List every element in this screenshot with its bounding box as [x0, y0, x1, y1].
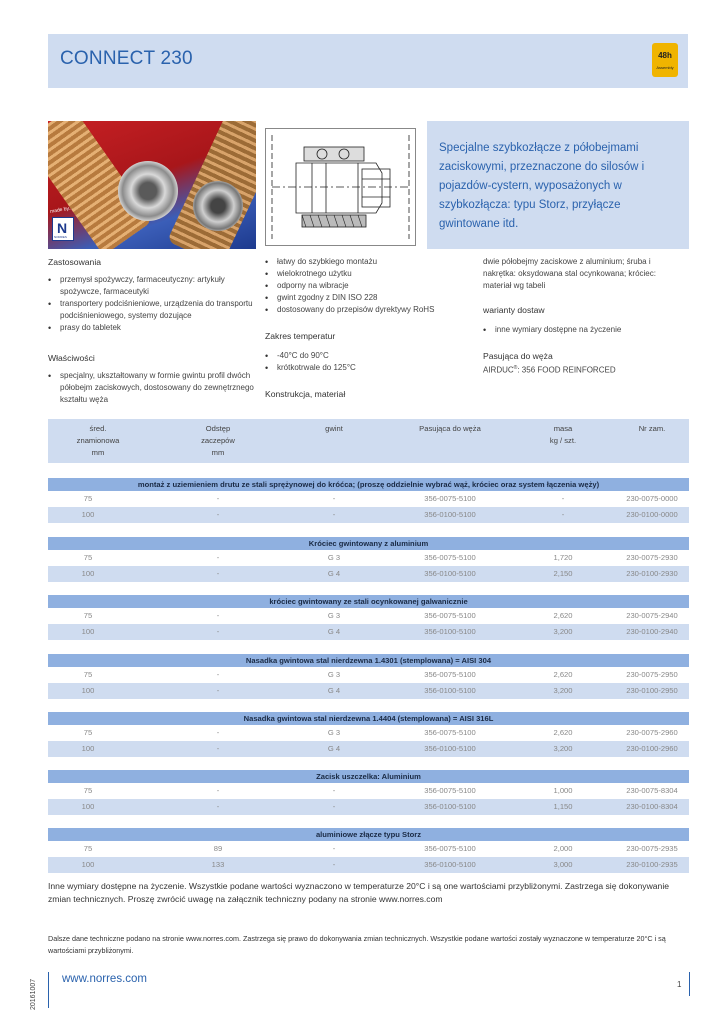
cell-hose: 356-0075-5100 [424, 728, 476, 737]
cell-diameter: 100 [81, 802, 95, 811]
header-diameter [58, 423, 138, 459]
wlasciwosci-heading: Właściwości [48, 353, 95, 363]
intro-box [427, 121, 689, 249]
group-title: montaż z uziemieniem drutu ze stali sprężynowej do króćca; (proszę oddzielnie wybrać wąż, króciec oraz system łączenia węży) [48, 478, 689, 491]
cell-order-no: 230-0100-2950 [626, 686, 678, 695]
coupling-drawing-icon [266, 129, 415, 245]
temp-list [265, 350, 475, 374]
cell-spacing: 89 [213, 844, 223, 853]
cell-diameter: 75 [83, 611, 93, 620]
list-item: • prasy do tabletek [48, 322, 258, 334]
cell-weight: 3,200 [553, 744, 573, 753]
cell-diameter: 75 [83, 553, 93, 562]
temp-heading: Zakres temperatur [265, 331, 336, 341]
cell-spacing: - [216, 686, 220, 695]
cell-hose: 356-0100-5100 [424, 686, 476, 695]
warianty-heading: warianty dostaw [483, 305, 545, 315]
footer-url[interactable]: www.norres.com [62, 973, 147, 985]
cell-spacing: - [216, 494, 220, 503]
list-item: • dostosowany do przepisów dyrektywy RoHS [265, 304, 475, 316]
intro-text: Specjalne szybkozłącze z półobejmami zaciskowymi, przeznaczone do silosów i pojazdów-cystern, wyposażonych w szybkozłącza: typu Storz, przyłącze gwintowane itd. [439, 142, 645, 230]
header-text: mm [211, 448, 225, 457]
wlasciwosci-list [48, 370, 258, 406]
cell-hose: 356-0075-5100 [424, 844, 476, 853]
cell-hose: 356-0100-5100 [424, 569, 476, 578]
cell-spacing: - [216, 786, 220, 795]
list-item: • przemysł spożywczy, farmaceutyczny: artykuły spożywcze, farmaceutyki [48, 274, 258, 298]
konstrukcja-heading: Konstrukcja, materiał [265, 389, 346, 399]
group-title: Nasadka gwintowa stal nierdzewna 1.4404 (stemplowana) = AISI 316L [48, 712, 689, 725]
cell-diameter: 100 [81, 510, 95, 519]
cell-spacing: - [216, 802, 220, 811]
table-row [48, 857, 689, 873]
group-title: Króciec gwintowany z aluminium [48, 537, 689, 550]
cell-weight: 3,200 [553, 627, 573, 636]
cell-order-no: 230-0075-2950 [626, 670, 678, 679]
cell-order-no: 230-0100-2930 [626, 569, 678, 578]
header-text: śred. [89, 424, 107, 433]
logo-text: NORRES [54, 235, 67, 239]
cell-spacing: - [216, 744, 220, 753]
cell-diameter: 75 [83, 844, 93, 853]
cell-thread: G 3 [327, 553, 341, 562]
header-text: kg / szt. [549, 436, 577, 445]
cell-diameter: 75 [83, 728, 93, 737]
group-title: Nasadka gwintowa stal nierdzewna 1.4301 (stemplowana) = AISI 304 [48, 654, 689, 667]
cell-weight: 2,150 [553, 569, 573, 578]
footer-divider [689, 972, 690, 996]
cell-weight: 3,200 [553, 686, 573, 695]
header-band [48, 34, 688, 88]
header-spacing [183, 423, 253, 459]
coupling-image [118, 161, 178, 221]
cell-diameter: 75 [83, 494, 93, 503]
cell-spacing: - [216, 553, 220, 562]
cell-diameter: 100 [81, 569, 95, 578]
cell-thread: G 4 [327, 744, 341, 753]
table-row [48, 741, 689, 757]
cell-spacing: - [216, 627, 220, 636]
list-item: • krótkotrwale do 125°C [265, 362, 475, 374]
list-item: • odporny na wibracje [265, 280, 475, 292]
cell-weight: 2,000 [553, 844, 573, 853]
table-row [48, 783, 689, 799]
group-title: Zacisk uszczelka: Aluminium [48, 770, 689, 783]
header-text: mm [91, 448, 105, 457]
header-hose: Pasująca do węża [419, 424, 481, 433]
list-item: • inne wymiary dostępne na życzenie [483, 324, 693, 336]
cell-weight: - [561, 494, 565, 503]
hose-brand: AIRDUC [483, 365, 514, 375]
header-text: masa [553, 424, 573, 433]
cell-order-no: 230-0100-2940 [626, 627, 678, 636]
header-weight [523, 423, 603, 447]
features-list [265, 256, 475, 316]
cell-thread: G 3 [327, 728, 341, 737]
cell-diameter: 100 [81, 744, 95, 753]
cell-order-no: 230-0100-2960 [626, 744, 678, 753]
header-text: zaczepów [201, 436, 235, 445]
technical-drawing [265, 128, 416, 246]
list-item: • łatwy do szybkiego montażu [265, 256, 475, 268]
cell-thread: - [332, 802, 336, 811]
table-row [48, 566, 689, 582]
table-row [48, 841, 689, 857]
table-row [48, 550, 689, 566]
cell-spacing: - [216, 569, 220, 578]
cell-hose: 356-0075-5100 [424, 670, 476, 679]
cell-order-no: 230-0075-2960 [626, 728, 678, 737]
cell-weight: - [561, 510, 565, 519]
header-text: znamionowa [76, 436, 120, 445]
cell-thread: - [332, 860, 336, 869]
cell-hose: 356-0075-5100 [424, 553, 476, 562]
cell-order-no: 230-0075-2935 [626, 844, 678, 853]
cell-spacing: - [216, 611, 220, 620]
note-primary: Inne wymiary dostępne na życzenie. Wszystkie podane wartości wyznaczono w temperaturze 20°C i są one wartościami przybliżonymi. Zastrzega się dokonywanie zmian technicznych. Proszę zwrócić uwagę na załącznik techniczny podany na stronie www.norres.com [48, 881, 670, 904]
cell-order-no: 230-0075-0000 [626, 494, 678, 503]
cell-order-no: 230-0100-2935 [626, 860, 678, 869]
pasujaca-text [483, 362, 693, 377]
cell-diameter: 75 [83, 786, 93, 795]
table-row [48, 507, 689, 523]
cell-weight: 1,000 [553, 786, 573, 795]
cell-thread: G 3 [327, 670, 341, 679]
list-item: • specjalny, ukształtowany w formie gwintu profil dwóch półobejm zaciskowych, dostosowany do zewnętrznego kształtu węża [48, 370, 258, 406]
cell-hose: 356-0100-5100 [424, 510, 476, 519]
cell-hose: 356-0100-5100 [424, 744, 476, 753]
cell-thread: G 4 [327, 569, 341, 578]
column-features [265, 256, 475, 406]
table-row [48, 799, 689, 815]
48h-badge-icon [652, 43, 678, 77]
cell-thread: - [332, 494, 336, 503]
table-row [48, 725, 689, 741]
registered-mark: ® [513, 365, 518, 371]
cell-weight: 3,000 [553, 860, 573, 869]
cell-spacing: 133 [211, 860, 225, 869]
table-row [48, 667, 689, 683]
list-item: • transportery podciśnieniowe, urządzenia do transportu podciśnieniowego, systemy dozujące [48, 298, 258, 322]
hose-model: : 356 FOOD REINFORCED [517, 365, 616, 375]
cell-diameter: 75 [83, 670, 93, 679]
header-order-no: Nr zam. [638, 424, 666, 433]
page-title: CONNECT 230 [60, 48, 193, 69]
badge-text: 48h [658, 51, 672, 60]
cell-spacing: - [216, 510, 220, 519]
cell-thread: - [332, 786, 336, 795]
konstrukcja-text: dwie półobejmy zaciskowe z aluminium; śruba i nakrętka: oksydowana stal ocynkowana; króciec: materiał wg tabeli [483, 257, 656, 290]
table-row [48, 683, 689, 699]
cell-weight: 1,150 [553, 802, 573, 811]
list-item: • gwint zgodny z DIN ISO 228 [265, 292, 475, 304]
cell-diameter: 100 [81, 686, 95, 695]
cell-hose: 356-0100-5100 [424, 860, 476, 869]
cell-order-no: 230-0075-2940 [626, 611, 678, 620]
table-row [48, 624, 689, 640]
column-applications [48, 256, 258, 406]
cell-weight: 2,620 [553, 611, 573, 620]
cell-thread: - [332, 510, 336, 519]
column-construction [483, 256, 693, 377]
list-item: • wielokrotnego użytku [265, 268, 475, 280]
page-number: 1 [677, 980, 682, 989]
logo-letter: N [57, 220, 68, 236]
cell-weight: 2,620 [553, 670, 573, 679]
table-header [48, 419, 689, 463]
cell-weight: 2,620 [553, 728, 573, 737]
cell-order-no: 230-0075-8304 [626, 786, 678, 795]
zastosowania-heading: Zastosowania [48, 257, 102, 267]
note-secondary: Dalsze dane techniczne podano na stronie www.norres.com. Zastrzega się prawo do dokonywania zmian technicznych. Wszystkie podane wartości zostały wyznaczone w temperaturze 20°C i są wartościami przybliżonymi. [48, 934, 666, 955]
table-row [48, 491, 689, 507]
cell-hose: 356-0075-5100 [424, 786, 476, 795]
cell-order-no: 230-0075-2930 [626, 553, 678, 562]
cell-order-no: 230-0100-8304 [626, 802, 678, 811]
cell-spacing: - [216, 670, 220, 679]
zastosowania-list [48, 274, 258, 334]
cell-spacing: - [216, 728, 220, 737]
cell-thread: G 4 [327, 627, 341, 636]
cell-diameter: 100 [81, 627, 95, 636]
cell-hose: 356-0075-5100 [424, 494, 476, 503]
coupling-image [193, 181, 243, 231]
cell-hose: 356-0075-5100 [424, 611, 476, 620]
footer-date: 20161007 [30, 978, 37, 1010]
cell-weight: 1,720 [553, 553, 573, 562]
group-title: aluminiowe złącze typu Storz [48, 828, 689, 841]
badge-subtext: Assembly [656, 65, 674, 70]
cell-order-no: 230-0100-0000 [626, 510, 678, 519]
footer-divider [48, 972, 49, 1008]
cell-diameter: 100 [81, 860, 95, 869]
norres-logo [52, 217, 74, 241]
group-title: króciec gwintowany ze stali ocynkowanej galwanicznie [48, 595, 689, 608]
warianty-list [483, 324, 693, 336]
made-by-text: made by... [49, 205, 74, 215]
pasujaca-heading: Pasująca do węża [483, 351, 553, 361]
cell-hose: 356-0100-5100 [424, 802, 476, 811]
list-item: • -40°C do 90°C [265, 350, 475, 362]
cell-thread: - [332, 844, 336, 853]
cell-thread: G 3 [327, 611, 341, 620]
header-thread: gwint [325, 424, 343, 433]
header-text: Odstęp [205, 424, 231, 433]
product-photo [48, 121, 256, 249]
cell-thread: G 4 [327, 686, 341, 695]
cell-hose: 356-0100-5100 [424, 627, 476, 636]
table-row [48, 608, 689, 624]
